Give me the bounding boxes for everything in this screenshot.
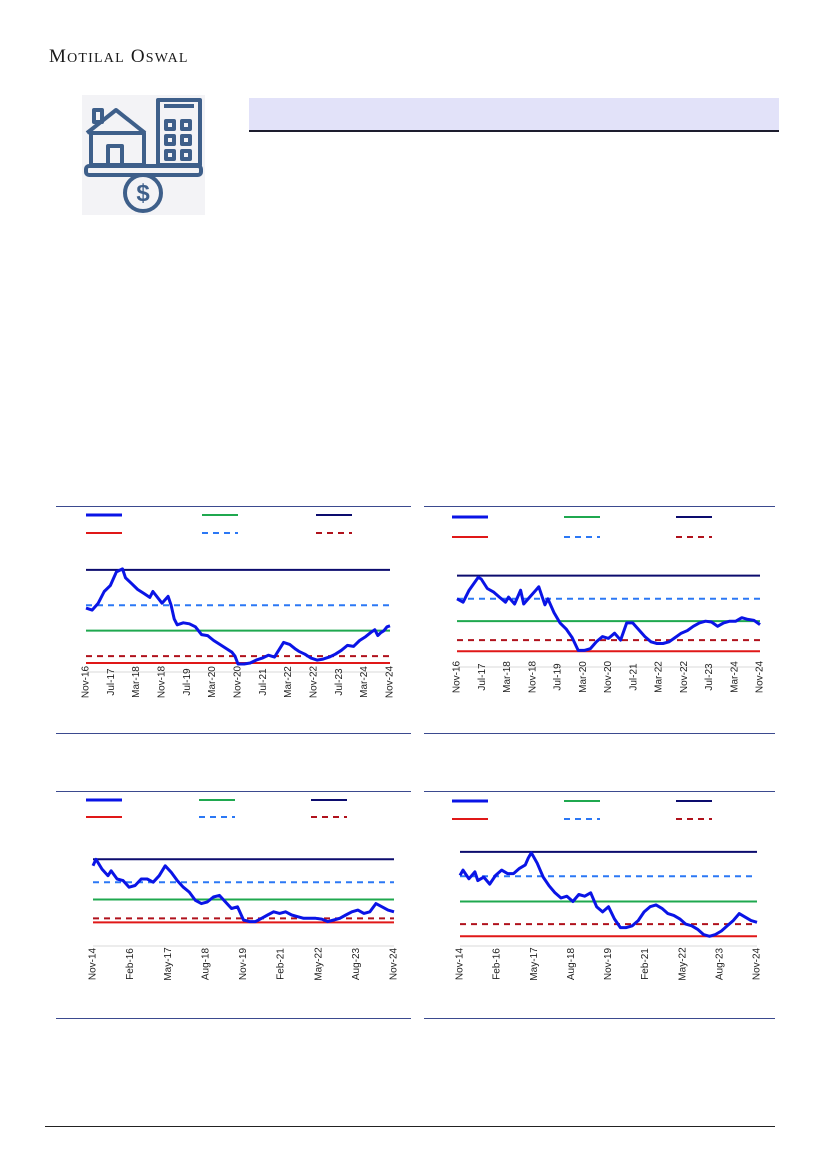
real-estate-icon (82, 95, 205, 215)
chart-1 (56, 507, 411, 733)
brand-logo: MOTILAL OSWAL (49, 46, 189, 67)
x-tick-label: Nov-16 (80, 665, 92, 699)
x-tick-label: Aug-18 (565, 947, 577, 981)
x-tick-label: Nov-16 (451, 660, 463, 694)
x-tick-label: Nov-19 (603, 947, 614, 981)
x-tick-label: Jul-17 (476, 663, 488, 691)
chart-3 (56, 792, 411, 1018)
x-tick-label: Mar-24 (359, 666, 371, 698)
x-tick-label: Jul-23 (704, 663, 715, 691)
x-tick-label: Aug-23 (350, 947, 362, 981)
x-tick-label: Mar-20 (207, 666, 219, 698)
svg-text:$: $ (136, 180, 150, 207)
x-tick-label: Jul-21 (257, 668, 269, 696)
x-tick-label: Nov-20 (232, 665, 244, 699)
x-tick-label: May-17 (528, 947, 540, 981)
x-tick-label: Nov-22 (678, 660, 690, 694)
x-tick-label: Nov-18 (527, 660, 539, 694)
x-tick-label: Mar-20 (577, 661, 589, 693)
x-tick-label: Feb-16 (125, 948, 137, 980)
x-tick-label: Nov-24 (754, 660, 766, 694)
x-tick-label: Mar-22 (653, 661, 665, 693)
chart-2 (424, 507, 775, 733)
x-tick-label: Nov-20 (603, 660, 614, 694)
chart-panel-1 (56, 506, 411, 734)
x-tick-label: Mar-22 (283, 666, 295, 698)
x-tick-label: May-17 (162, 947, 174, 981)
x-tick-label: Nov-14 (454, 947, 466, 981)
chart-4 (424, 792, 775, 1018)
x-tick-label: Feb-16 (491, 948, 503, 980)
x-tick-label: Aug-23 (714, 947, 726, 981)
x-tick-label: Jul-21 (628, 663, 640, 691)
x-tick-label: Nov-24 (751, 947, 763, 981)
footer-rule (45, 1126, 775, 1127)
x-tick-label: Jul-19 (181, 668, 193, 696)
section-banner (249, 98, 779, 132)
chart-panel-3 (56, 791, 411, 1019)
x-tick-label: Aug-18 (200, 947, 212, 981)
x-tick-label: Jul-19 (552, 663, 564, 691)
x-tick-label: Feb-21 (640, 948, 652, 980)
x-tick-label: Jul-17 (105, 668, 117, 696)
x-tick-label: Mar-18 (131, 666, 143, 698)
x-tick-label: Nov-24 (384, 665, 396, 699)
x-tick-label: May-22 (677, 947, 689, 981)
chart-panel-2 (424, 506, 775, 734)
x-tick-label: Feb-21 (275, 948, 287, 980)
x-tick-label: Mar-18 (502, 661, 513, 693)
series-line (93, 859, 394, 921)
x-tick-label: Nov-19 (238, 947, 249, 981)
x-tick-label: May-22 (313, 947, 325, 981)
x-tick-label: Jul-23 (333, 668, 345, 696)
series-line (86, 569, 390, 664)
x-tick-label: Nov-14 (87, 947, 99, 981)
chart-panel-4 (424, 791, 775, 1019)
x-tick-label: Nov-18 (156, 665, 168, 699)
x-tick-label: Mar-24 (729, 661, 741, 693)
x-tick-label: Nov-22 (308, 665, 320, 699)
x-tick-label: Nov-24 (388, 947, 400, 981)
